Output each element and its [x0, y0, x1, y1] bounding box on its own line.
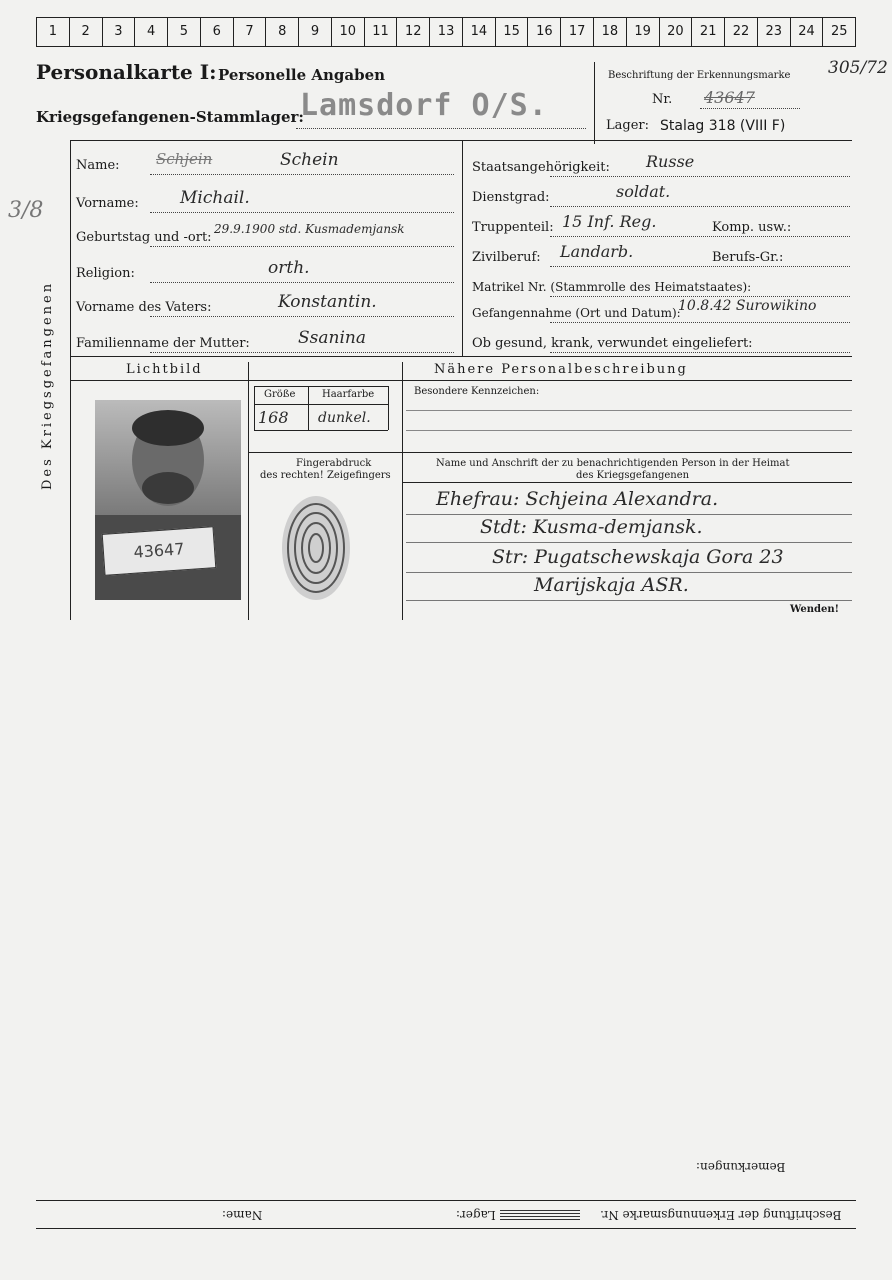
left-field-label: Vorname des Vaters: — [76, 300, 212, 315]
right-field-value: Landarb. — [560, 242, 634, 261]
right-field-label-2: Berufs-Gr.: — [712, 250, 784, 265]
number-cell: 14 — [462, 18, 495, 46]
number-cell: 18 — [593, 18, 626, 46]
right-field-value: Russe — [646, 152, 695, 171]
left-field-value: Konstantin. — [278, 292, 377, 312]
margin-note: 3/8 — [8, 198, 44, 223]
contact-line: Ehefrau: Schjeina Alexandra. — [436, 488, 719, 510]
contact-header-2: des Kriegsgefangenen — [576, 470, 690, 481]
right-field-label: Matrikel Nr. (Stammrolle des Heimatstaates): — [472, 280, 752, 294]
number-cell: 6 — [200, 18, 233, 46]
lager-label: Lager: — [606, 118, 649, 133]
finger-label-1: Fingerabdruck — [296, 458, 372, 469]
groesse-label: Größe — [264, 389, 296, 400]
number-cell: 5 — [167, 18, 200, 46]
number-cell: 9 — [298, 18, 331, 46]
beschreibung-label: Nähere Personalbeschreibung — [434, 362, 688, 377]
lichtbild-label: Lichtbild — [126, 362, 203, 377]
number-cell: 25 — [822, 18, 856, 46]
number-cell: 19 — [626, 18, 659, 46]
number-cell: 23 — [757, 18, 790, 46]
number-cell: 11 — [364, 18, 397, 46]
number-cell: 13 — [429, 18, 462, 46]
number-cell: 20 — [659, 18, 692, 46]
left-field-value: Michail. — [180, 188, 250, 208]
contact-header-1: Name und Anschrift der zu benachrichtigenden Person in der Heimat — [436, 458, 790, 469]
right-field-label: Staatsangehörigkeit: — [472, 160, 610, 175]
left-field-value: orth. — [268, 258, 310, 278]
left-field-label: Vorname: — [76, 196, 139, 211]
right-field-label: Dienstgrad: — [472, 190, 550, 205]
left-field-value: Ssanina — [298, 328, 366, 348]
number-cell: 3 — [102, 18, 135, 46]
camp-stamp: Lamsdorf O/S. — [300, 88, 548, 123]
contact-line: Stdt: Kusma-demjansk. — [480, 516, 703, 538]
left-field-value: Schein — [280, 150, 339, 170]
wenden-label: Wenden! — [790, 604, 840, 615]
prisoner-photo — [95, 400, 241, 600]
left-field-value: 29.9.1900 std. Kusmademjansk — [214, 222, 405, 236]
right-field-label-2: Komp. usw.: — [712, 220, 792, 235]
contact-line: Str: Pugatschewskaja Gora 23 — [492, 546, 784, 568]
right-field-value: 10.8.42 Surowikino — [678, 298, 817, 314]
haarfarbe-label: Haarfarbe — [322, 389, 375, 400]
number-cell: 22 — [724, 18, 757, 46]
number-cell: 1 — [36, 18, 69, 46]
number-cell: 7 — [233, 18, 266, 46]
struck-value: Schjein — [156, 150, 213, 168]
number-cell: 24 — [790, 18, 823, 46]
number-cell: 16 — [527, 18, 560, 46]
number-cell: 4 — [134, 18, 167, 46]
card-title: Personalkarte I: — [36, 60, 217, 84]
groesse-value: 168 — [258, 408, 289, 427]
number-cell: 2 — [69, 18, 102, 46]
number-cell: 15 — [495, 18, 528, 46]
number-strip — [36, 17, 856, 47]
footer-lager-label: Lager: — [456, 1208, 496, 1222]
right-field-label: Zivilberuf: — [472, 250, 541, 265]
haarfarbe-value: dunkel. — [318, 410, 371, 426]
number-cell: 17 — [560, 18, 593, 46]
left-field-label: Familienname der Mutter: — [76, 336, 250, 351]
tag-label: Beschriftung der Erkennungsmarke — [608, 70, 791, 81]
side-text: Des Kriegsgefangenen — [40, 280, 55, 490]
right-field-label: Ob gesund, krank, verwundet eingeliefert: — [472, 336, 753, 351]
photo-plate: 43647 — [102, 526, 217, 576]
contact-line: Marijskaja ASR. — [534, 574, 689, 596]
right-field-label: Gefangennahme (Ort und Datum): — [472, 306, 681, 320]
lager-value: Stalag 318 (VIII F) — [660, 118, 786, 134]
right-field-label: Truppenteil: — [472, 220, 554, 235]
number-cell: 21 — [691, 18, 724, 46]
tag-value: 305/72 — [828, 58, 888, 78]
card-subtitle: Personelle Angaben — [218, 66, 386, 84]
footer-name-label: Name: — [222, 1208, 263, 1222]
left-field-label: Religion: — [76, 266, 135, 281]
right-field-value: soldat. — [616, 182, 671, 201]
nr-label: Nr. — [652, 92, 673, 107]
left-field-label: Name: — [76, 158, 120, 173]
finger-label-2: des rechten! Zeigefingers — [260, 470, 391, 481]
number-cell: 8 — [265, 18, 298, 46]
number-cell: 10 — [331, 18, 364, 46]
right-field-value: 15 Inf. Reg. — [562, 212, 657, 231]
footer-tag-label: Beschriftung der Erkennungsmarke Nr. — [600, 1208, 842, 1222]
kennzeichen-label: Besondere Kennzeichen: — [414, 386, 540, 397]
fingerprint-icon — [278, 492, 354, 604]
number-cell: 12 — [396, 18, 429, 46]
left-field-label: Geburtstag und -ort: — [76, 230, 212, 245]
camp-label: Kriegsgefangenen-Stammlager: — [36, 108, 304, 126]
bemerkungen-label: Bemerkungen: — [696, 1160, 786, 1174]
nr-value: 43647 — [704, 88, 755, 107]
